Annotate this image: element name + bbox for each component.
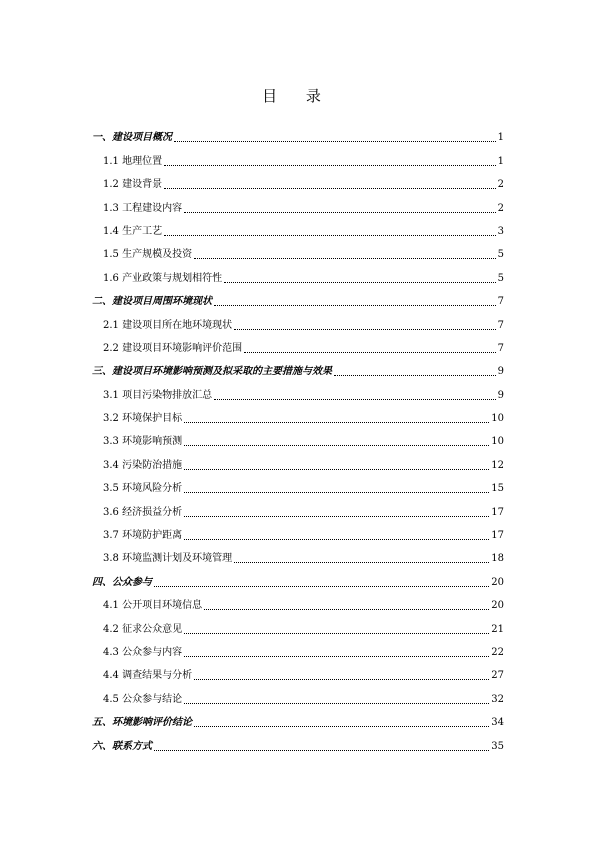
toc-dot-leader	[214, 398, 496, 400]
toc-entry-label: 一、建设项目概况	[92, 132, 172, 144]
toc-subsection-entry[interactable]	[92, 589, 504, 612]
toc-entry-label: 4.1 公开项目环境信息	[103, 600, 203, 612]
toc-dot-leader	[184, 468, 489, 470]
toc-entry-label: 1.4 生产工艺	[103, 225, 163, 237]
toc-subsection-entry[interactable]	[92, 191, 504, 214]
toc-page-number: 2	[497, 179, 504, 191]
toc-entry-label: 1.6 产业政策与规划相符性	[103, 272, 223, 284]
toc-section-entry[interactable]	[92, 121, 504, 144]
toc-subsection-entry[interactable]	[92, 636, 504, 659]
toc-entry-label: 3.8 环境监测计划及环境管理	[103, 553, 233, 565]
toc-subsection-entry[interactable]	[92, 308, 504, 331]
toc-page-number: 9	[497, 389, 504, 401]
toc-page-number: 5	[497, 249, 504, 261]
toc-section-entry[interactable]	[92, 285, 504, 308]
toc-subsection-entry[interactable]	[92, 168, 504, 191]
toc-entry-label: 3.5 环境风险分析	[103, 483, 183, 495]
toc-entry-label: 3.4 污染防治措施	[103, 459, 183, 471]
toc-page-number: 17	[491, 506, 504, 518]
toc-page-number: 35	[491, 740, 504, 752]
toc-section-entry[interactable]	[92, 706, 504, 729]
toc-page-number: 18	[491, 553, 504, 565]
toc-dot-leader	[184, 421, 489, 423]
toc-dot-leader	[184, 632, 489, 634]
toc-subsection-entry[interactable]	[92, 659, 504, 682]
toc-page-number: 15	[491, 483, 504, 495]
toc-dot-leader	[184, 444, 489, 446]
toc-subsection-entry[interactable]	[92, 519, 504, 542]
toc-dot-leader	[334, 374, 496, 376]
toc-page-number: 1	[497, 155, 504, 167]
toc-list	[92, 121, 504, 753]
toc-entry-label: 1.1 地理位置	[103, 155, 163, 167]
toc-entry-label: 四、公众参与	[92, 576, 152, 588]
toc-page-number: 10	[491, 413, 504, 425]
toc-page-number: 21	[491, 623, 504, 635]
toc-section-entry[interactable]	[92, 355, 504, 378]
toc-entry-label: 1.5 生产规模及投资	[103, 249, 193, 261]
toc-page-number: 10	[491, 436, 504, 448]
toc-page-number: 5	[497, 272, 504, 284]
toc-page-number: 22	[491, 646, 504, 658]
toc-dot-leader	[244, 351, 496, 353]
toc-entry-label: 2.1 建设项目所在地环境现状	[103, 319, 233, 331]
toc-entry-label: 2.2 建设项目环境影响评价范围	[103, 342, 243, 354]
toc-page-number: 17	[491, 530, 504, 542]
toc-section-entry[interactable]	[92, 565, 504, 588]
toc-entry-label: 五、环境影响评价结论	[92, 717, 192, 729]
toc-title: 目 录	[262, 87, 333, 105]
toc-subsection-entry[interactable]	[92, 261, 504, 284]
toc-dot-leader	[184, 515, 489, 517]
toc-dot-leader	[184, 655, 489, 657]
toc-entry-label: 1.2 建设背景	[103, 179, 163, 191]
toc-entry-label: 4.2 征求公众意见	[103, 623, 183, 635]
toc-page-number: 12	[491, 459, 504, 471]
toc-dot-leader	[234, 328, 496, 330]
toc-subsection-entry[interactable]	[92, 402, 504, 425]
toc-entry-label: 3.7 环境防护距离	[103, 530, 183, 542]
toc-entry-label: 三、建设项目环境影响预测及拟采取的主要措施与效果	[92, 366, 332, 378]
toc-dot-leader	[214, 304, 496, 306]
toc-dot-leader	[204, 608, 489, 610]
toc-page-number: 7	[497, 342, 504, 354]
toc-entry-label: 1.3 工程建设内容	[103, 202, 183, 214]
toc-entry-label: 二、建设项目周围环境现状	[92, 296, 212, 308]
toc-entry-label: 4.5 公众参与结论	[103, 693, 183, 705]
toc-entry-label: 4.4 调查结果与分析	[103, 670, 193, 682]
toc-page-number: 20	[491, 600, 504, 612]
toc-dot-leader	[184, 491, 489, 493]
toc-subsection-entry[interactable]	[92, 238, 504, 261]
toc-dot-leader	[194, 725, 489, 727]
toc-page-number: 27	[491, 670, 504, 682]
toc-page-number: 7	[497, 296, 504, 308]
toc-page-number: 9	[497, 366, 504, 378]
toc-dot-leader	[224, 281, 496, 283]
toc-dot-leader	[154, 749, 489, 751]
toc-dot-leader	[164, 234, 496, 236]
toc-entry-label: 六、联系方式	[92, 740, 152, 752]
toc-dot-leader	[184, 538, 489, 540]
toc-entry-label: 3.2 环境保护目标	[103, 413, 183, 425]
toc-subsection-entry[interactable]	[92, 332, 504, 355]
toc-subsection-entry[interactable]	[92, 612, 504, 635]
toc-dot-leader	[164, 187, 496, 189]
toc-subsection-entry[interactable]	[92, 542, 504, 565]
toc-dot-leader	[194, 678, 489, 680]
toc-entry-label: 4.3 公众参与内容	[103, 646, 183, 658]
toc-subsection-entry[interactable]	[92, 378, 504, 401]
toc-dot-leader	[184, 211, 496, 213]
toc-dot-leader	[184, 702, 489, 704]
toc-dot-leader	[164, 164, 496, 166]
toc-page-number: 3	[497, 225, 504, 237]
toc-page-number: 1	[497, 132, 504, 144]
toc-page-number: 32	[491, 693, 504, 705]
toc-page-number: 7	[497, 319, 504, 331]
toc-entry-label: 3.3 环境影响预测	[103, 436, 183, 448]
toc-subsection-entry[interactable]	[92, 472, 504, 495]
toc-entry-label: 3.6 经济损益分析	[103, 506, 183, 518]
toc-section-entry[interactable]	[92, 729, 504, 752]
toc-entry-label: 3.1 项目污染物排放汇总	[103, 389, 213, 401]
toc-subsection-entry[interactable]	[92, 495, 504, 518]
toc-dot-leader	[194, 257, 496, 259]
toc-dot-leader	[234, 561, 489, 563]
toc-subsection-entry[interactable]	[92, 682, 504, 705]
toc-subsection-entry[interactable]	[92, 144, 504, 167]
toc-subsection-entry[interactable]	[92, 425, 504, 448]
toc-page-number: 2	[497, 202, 504, 214]
toc-page-number: 34	[491, 717, 504, 729]
toc-subsection-entry[interactable]	[92, 448, 504, 471]
toc-dot-leader	[154, 585, 489, 587]
toc-page-number: 20	[491, 576, 504, 588]
toc-dot-leader	[174, 140, 496, 142]
toc-subsection-entry[interactable]	[92, 215, 504, 238]
